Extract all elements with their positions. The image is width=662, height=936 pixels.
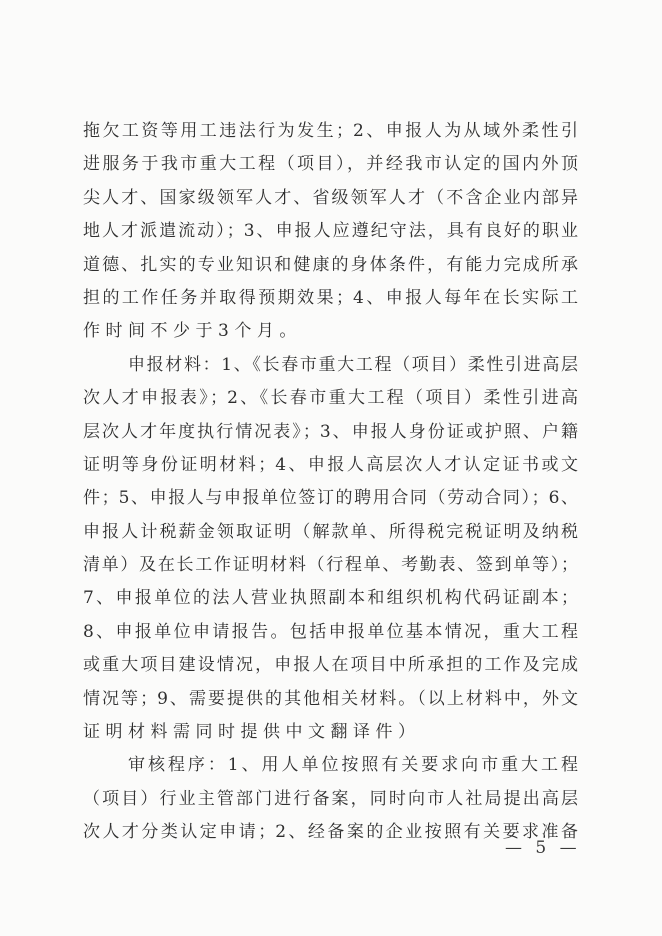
- body-text: [83, 115, 578, 850]
- text-line: 担的工作任务并取得预期效果；4、申报人每年在长实际工: [83, 287, 578, 308]
- text-line: 8、申报单位申请报告。包括申报单位基本情况，重大工程: [83, 621, 578, 642]
- text-line: 尖人才、国家级领军人才、省级领军人才（不含企业内部异: [83, 187, 578, 208]
- text-line: 次人才分类认定申请；2、经备案的企业按照有关要求准备: [83, 822, 578, 843]
- text-line: 或重大项目建设情况，申报人在项目中所承担的工作及完成: [83, 655, 578, 676]
- paragraph-review-procedure: [83, 749, 578, 849]
- text-line: 7、申报单位的法人营业执照副本和组织机构代码证副本；: [83, 588, 578, 609]
- text-line: 情况等；9、需要提供的其他相关材料。（以上材料中，外文: [83, 688, 578, 709]
- text-line: 层次人才年度执行情况表》；3、申报人身份证或护照、户籍: [83, 421, 578, 442]
- text-line: 道德、扎实的专业知识和健康的身体条件，有能力完成所承: [83, 254, 578, 275]
- text-line: 拖欠工资等用工违法行为发生；2、申报人为从域外柔性引: [83, 121, 578, 141]
- text-line: （项目）行业主管部门进行备案，同时向市人社局提出高层: [83, 788, 578, 809]
- text-line: 地人才派遣流动）；3、申报人应遵纪守法，具有良好的职业: [83, 221, 578, 242]
- text-line: 证明材料需同时提供中文翻译件）: [83, 722, 421, 743]
- text-line: 件；5、申报人与申报单位签订的聘用合同（劳动合同）；6、: [83, 488, 578, 509]
- text-line: 申报材料：1、《长春市重大工程（项目）柔性引进高层: [128, 354, 578, 375]
- text-line: 次人才申报表》；2、《长春市重大工程（项目）柔性引进高: [83, 388, 578, 409]
- text-line: 审核程序：1、用人单位按照有关要求向市重大工程: [128, 755, 578, 776]
- paragraph-eligibility-continued: [83, 115, 578, 349]
- paragraph-application-materials: [83, 349, 578, 750]
- text-line: 申报人计税薪金领取证明（解款单、所得税完税证明及纳税: [83, 521, 578, 542]
- text-line: 作时间不少于3个月。: [83, 321, 302, 342]
- text-line: 清单）及在长工作证明材料（行程单、考勤表、签到单等）；: [83, 555, 578, 576]
- page-number: — 5 —: [505, 838, 581, 858]
- text-line: 进服务于我市重大工程（项目），并经我市认定的国内外顶: [83, 154, 578, 175]
- text-line: 证明等身份证明材料；4、申报人高层次人才认定证书或文: [83, 454, 578, 475]
